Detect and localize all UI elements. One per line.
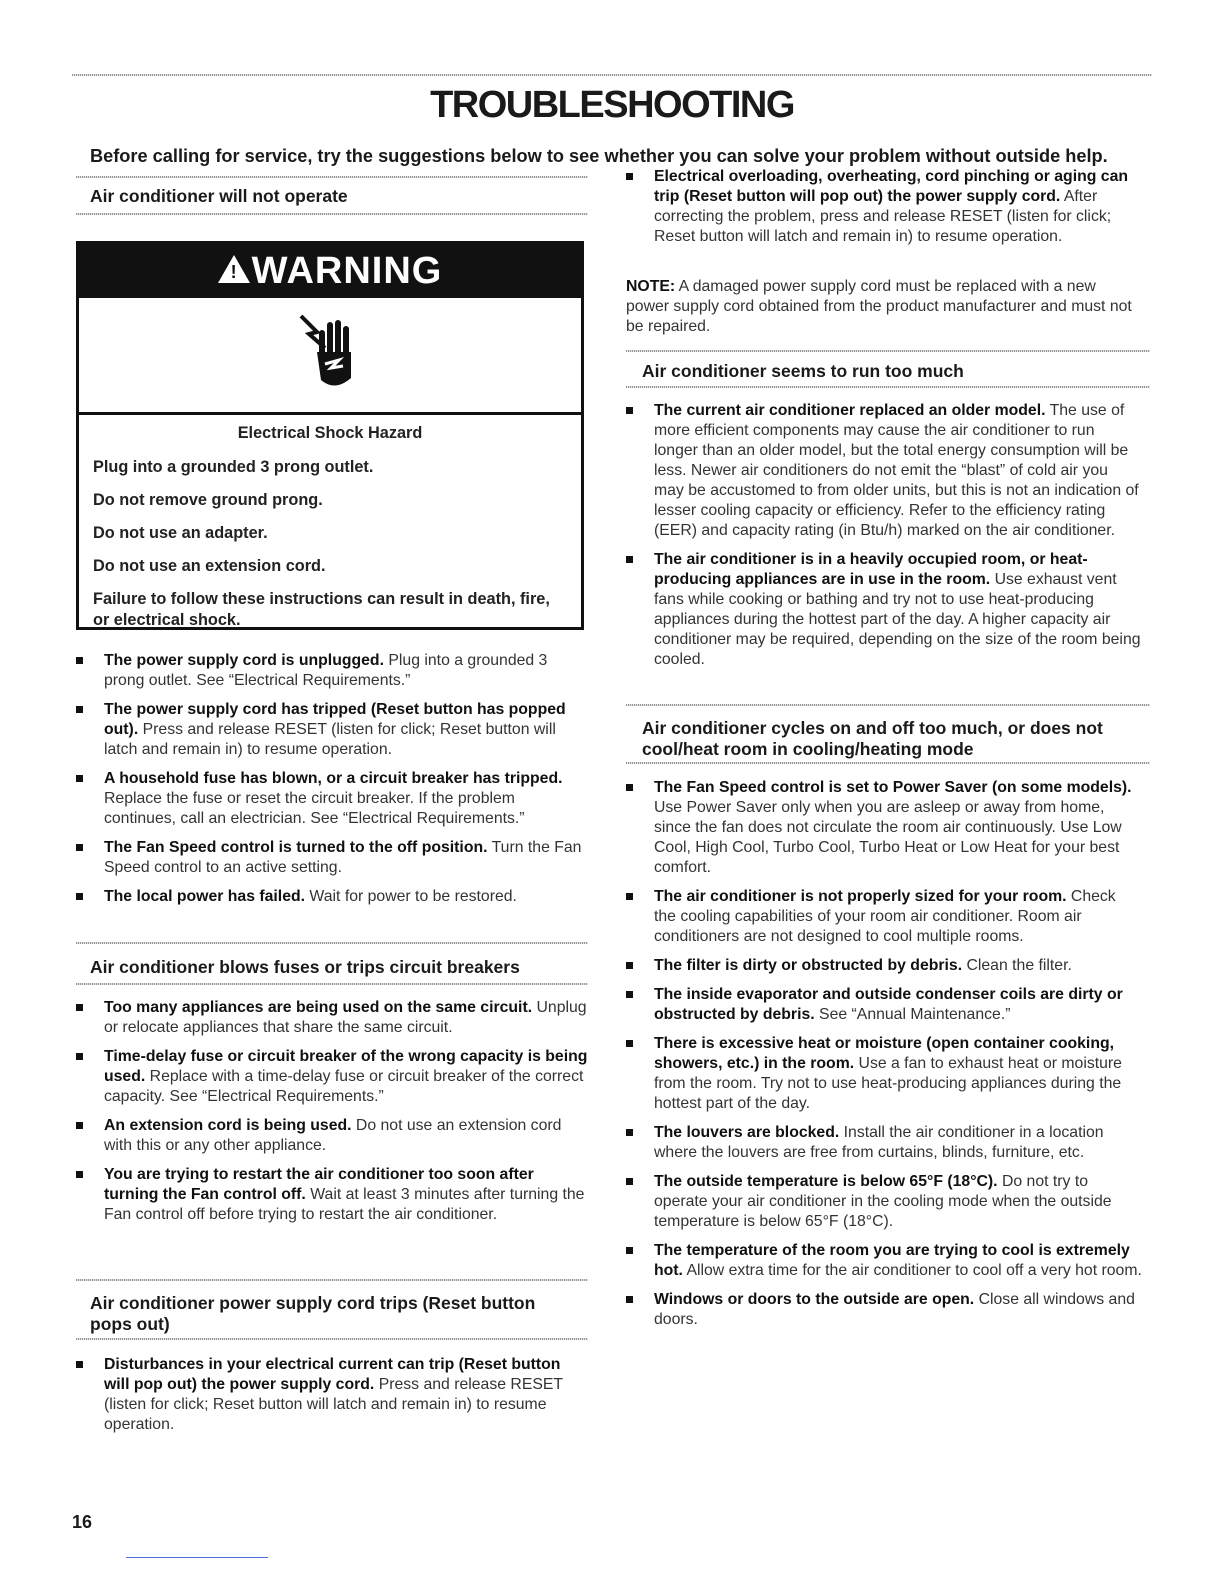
list-item: You are trying to restart the air conditioner too soon after turning the Fan control off. Wait at least 3 minutes after turning the Fan control off before trying to restart the air conditioner. <box>76 1165 588 1225</box>
bullet-icon <box>76 1171 83 1178</box>
list-item: The louvers are blocked. Install the air conditioner in a location where the louvers are free from curtains, blinds, furniture, etc. <box>626 1123 1142 1163</box>
list-item: The Fan Speed control is set to Power Saver (on some models). Use Power Saver only when you are asleep or away from home, since the fan does not circulate the room air continuously. Use Low Cool, High Cool, Turbo Cool, Turbo Heat or Low Heat for your best comfort. <box>626 778 1142 878</box>
bullet-icon <box>626 784 633 791</box>
bullet-icon <box>626 991 633 998</box>
bullet-icon <box>626 962 633 969</box>
page-title: TROUBLESHOOTING <box>430 84 794 126</box>
bullet-icon <box>626 1247 633 1254</box>
list-item: Too many appliances are being used on the same circuit. Unplug or relocate appliances that share the same circuit. <box>76 998 588 1038</box>
list-item: Windows or doors to the outside are open. Close all windows and doors. <box>626 1290 1142 1330</box>
warning-line: Do not use an adapter. <box>93 524 268 542</box>
list-item: The air conditioner is in a heavily occupied room, or heat-producing appliances are in use in the room. Use exhaust vent fans while cooking or bathing and try not to use heat-producing appliances during the hottest part of the day. A higher capacity air conditioner may be required, depending on the size of the room being cooled. <box>626 550 1142 670</box>
warning-header <box>79 244 581 298</box>
section-rule <box>76 983 588 985</box>
list-item: The air conditioner is not properly sized for your room. Check the cooling capabilities of your room air conditioner. Room air conditioners are not designed to cool multiple rooms. <box>626 887 1142 947</box>
section-rule <box>76 1338 588 1340</box>
runs-too-much-list <box>626 401 1142 679</box>
list-item: Time-delay fuse or circuit breaker of the wrong capacity is being used. Replace with a time-delay fuse or circuit breaker of the correct capacity. See “Electrical Requirements.” <box>76 1047 588 1107</box>
section-rule <box>76 1279 588 1281</box>
bullet-icon <box>76 1122 83 1129</box>
bullet-icon <box>76 1004 83 1011</box>
warning-heading: Electrical Shock Hazard <box>237 424 423 442</box>
bullet-icon <box>76 893 83 900</box>
electrical-shock-hand-icon <box>295 308 365 398</box>
cord-trips-list-continued <box>626 167 1142 256</box>
bullet-icon <box>76 657 83 664</box>
not-operate-list <box>76 651 588 916</box>
section-heading-cycles: Air conditioner cycles on and off too much, or does not cool/heat room in cooling/heating mode <box>642 718 1103 759</box>
list-item: Electrical overloading, overheating, cord pinching or aging can trip (Reset button will pop out) the power supply cord. After correcting the problem, press and release RESET (listen for click; Reset button will latch and remain in) to resume operation. <box>626 167 1142 247</box>
warning-line: Failure to follow these instructions can result in death, fire, or electrical shock. <box>93 590 550 629</box>
section-rule <box>626 350 1150 352</box>
bullet-icon <box>76 1053 83 1060</box>
warning-label: WARNING <box>251 249 443 292</box>
warning-text <box>79 415 581 631</box>
list-item: The power supply cord is unplugged. Plug into a grounded 3 prong outlet. See “Electrical Requirements.” <box>76 651 588 691</box>
list-item: The Fan Speed control is turned to the off position. Turn the Fan Speed control to an active setting. <box>76 838 588 878</box>
bullet-icon <box>626 1040 633 1047</box>
list-item: A household fuse has blown, or a circuit breaker has tripped. Replace the fuse or reset the circuit breaker. If the problem continues, call an electrician. See “Electrical Requirements.” <box>76 769 588 829</box>
blows-fuses-list <box>76 998 588 1234</box>
warning-line: Do not use an extension cord. <box>93 557 326 575</box>
bullet-icon <box>626 1129 633 1136</box>
bullet-icon <box>76 844 83 851</box>
bullet-icon <box>626 893 633 900</box>
section-heading-blows-fuses: Air conditioner blows fuses or trips circuit breakers <box>90 957 520 977</box>
section-heading-cord-trips: Air conditioner power supply cord trips (Reset button pops out) <box>90 1293 536 1334</box>
section-rule <box>626 386 1150 388</box>
warning-icon-area <box>79 298 581 415</box>
list-item: The current air conditioner replaced an older model. The use of more efficient components may cause the air conditioner to run longer than an older model, but the total energy consumption will be less. Newer air conditioners do not emit the “blast” of cold air you may be accustomed to from older units, but this is not an indication of lesser cooling capacity or efficiency. Refer to the efficiency rating (EER) and capacity rating (in Btu/h) marked on the air conditioner. <box>626 401 1142 541</box>
list-item: Disturbances in your electrical current can trip (Reset button will pop out) the power supply cord. Press and release RESET (listen for click; Reset button will latch and remain in) to resume operation. <box>76 1355 588 1435</box>
warning-triangle-icon: ! <box>218 255 250 283</box>
list-item: The inside evaporator and outside condenser coils are dirty or obstructed by debris. See “Annual Maintenance.” <box>626 985 1142 1025</box>
section-heading-runs-too-much: Air conditioner seems to run too much <box>642 361 964 381</box>
cycles-list <box>626 778 1142 1339</box>
top-rule <box>72 74 1152 76</box>
bullet-icon <box>626 173 633 180</box>
list-item: The outside temperature is below 65°F (18°C). Do not try to operate your air conditioner in the cooling mode when the outside temperature is below 65°F (18°C). <box>626 1172 1142 1232</box>
footer-line <box>126 1557 268 1558</box>
page-number: 16 <box>72 1512 93 1532</box>
list-item: The temperature of the room you are trying to cool is extremely hot. Allow extra time for the air conditioner to cool off a very hot room. <box>626 1241 1142 1281</box>
list-item: There is excessive heat or moisture (open container cooking, showers, etc.) in the room. Use a fan to exhaust heat or moisture from the room. Try not to use heat-producing appliances during the hottest part of the day. <box>626 1034 1142 1114</box>
note-text: NOTE: A damaged power supply cord must be replaced with a new power supply cord obtained from the product manufacturer and must not be repaired. <box>626 278 1132 335</box>
section-heading-not-operate: Air conditioner will not operate <box>90 186 348 206</box>
list-item: The local power has failed. Wait for power to be restored. <box>76 887 588 907</box>
cord-trips-list <box>76 1355 588 1444</box>
list-item: The power supply cord has tripped (Reset button has popped out). Press and release RESET (listen for click; Reset button will latch and remain in) to resume operation. <box>76 700 588 760</box>
bullet-icon <box>76 775 83 782</box>
bullet-icon <box>626 407 633 414</box>
warning-line: Do not remove ground prong. <box>93 491 323 509</box>
list-item: The filter is dirty or obstructed by debris. Clean the filter. <box>626 956 1142 976</box>
section-rule <box>626 704 1150 706</box>
bullet-icon <box>76 706 83 713</box>
bullet-icon <box>626 1178 633 1185</box>
section-rule <box>76 176 588 178</box>
warning-box <box>76 241 584 630</box>
warning-line: Plug into a grounded 3 prong outlet. <box>93 458 374 476</box>
intro-text: Before calling for service, try the suggestions below to see whether you can solve your problem without outside help. <box>90 146 1108 166</box>
bullet-icon <box>626 1296 633 1303</box>
section-rule <box>626 762 1150 764</box>
bullet-icon <box>76 1361 83 1368</box>
list-item: An extension cord is being used. Do not use an extension cord with this or any other appliance. <box>76 1116 588 1156</box>
section-rule <box>76 942 588 944</box>
bullet-icon <box>626 556 633 563</box>
section-rule <box>76 213 588 215</box>
